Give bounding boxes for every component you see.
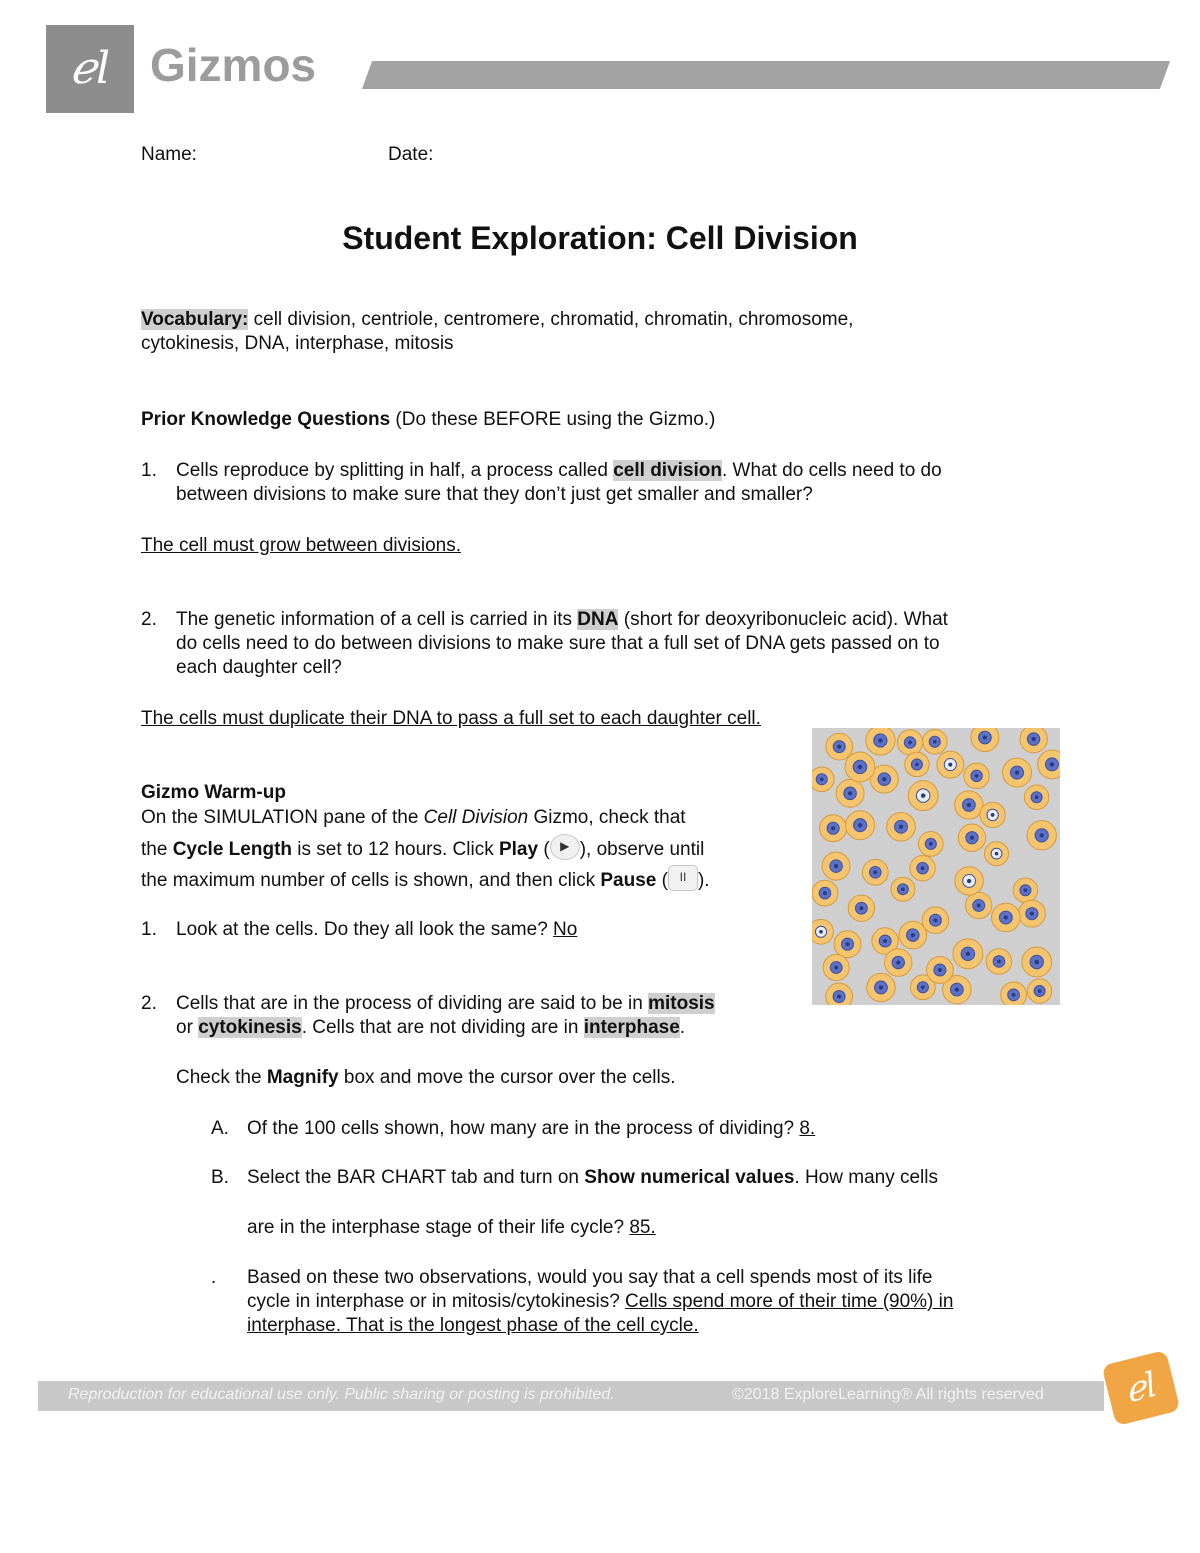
prior-q2-post: (short for deoxyribonucleic acid). What (618, 609, 948, 630)
play-icon: ▶ (550, 834, 580, 860)
cell (971, 728, 999, 752)
cell (826, 983, 853, 1005)
cell (1022, 947, 1052, 977)
warmup-text: . Cells that are not dividing are in (301, 1017, 584, 1038)
prior-q2-line-1 (176, 608, 948, 632)
cell (862, 859, 888, 885)
warmup-text: ( (656, 870, 668, 892)
cell (958, 824, 985, 851)
cell (964, 763, 989, 788)
cell (922, 907, 948, 933)
footer-copyright: ©2018 ExploreLearning® All rights reserved (732, 1386, 1044, 1403)
cell (812, 919, 833, 944)
term-interphase: interphase (583, 1017, 680, 1038)
cell (927, 957, 954, 984)
prior-q1-pre: Cells reproduce by splitting in half, a process called (176, 460, 614, 481)
cell (887, 812, 916, 841)
header-bar (362, 61, 1170, 89)
cell (955, 867, 983, 895)
cell (953, 939, 983, 969)
warmup-text: Gizmo, check that (528, 807, 686, 828)
cell (1020, 728, 1047, 753)
cell (848, 895, 874, 921)
subquestion-a (247, 1117, 815, 1141)
answer-text: The cell must grow between divisions. (141, 535, 461, 556)
cell (812, 880, 838, 906)
warmup-heading-text: Gizmo Warm-up (141, 782, 286, 803)
warmup-text: or (176, 1017, 199, 1038)
prior-q1-post: . What do cells need to do (722, 460, 942, 481)
subquestion-b-line-2 (247, 1216, 656, 1240)
answer-text: The cells must duplicate their DNA to pass a full set to each daughter cell. (141, 708, 761, 729)
cell (937, 751, 964, 778)
cell (812, 767, 834, 792)
warmup-q2-line-1 (176, 992, 715, 1016)
cell (910, 855, 935, 880)
warmup-text: Cells that are in the process of dividing are said to be in (176, 993, 649, 1014)
cell (1013, 878, 1037, 902)
cell (1003, 758, 1032, 787)
cell (984, 842, 1008, 866)
subquestion-b-line-1 (247, 1166, 938, 1190)
warmup-q1 (176, 918, 577, 942)
cells-illustration (812, 728, 1060, 1005)
cell (918, 832, 943, 857)
cell (955, 791, 983, 819)
warmup-q2-line-2 (176, 1016, 685, 1040)
vocabulary-terms-2: cytokinesis, DNA, interphase, mitosis (141, 333, 454, 354)
cell (846, 811, 875, 840)
cell (965, 892, 991, 918)
cell (897, 730, 922, 755)
cell (845, 752, 875, 782)
cell (905, 752, 929, 776)
answer-text: Cells spend more of their time (90%) in (625, 1291, 954, 1312)
cell (1038, 750, 1060, 779)
prior-q1-line-1 (176, 459, 942, 483)
subquestion-label: . (211, 1267, 217, 1288)
pause-icon: II (668, 865, 698, 891)
warmup-q2-check (176, 1066, 676, 1090)
cell (986, 949, 1012, 975)
warmup-text: . How many cells (794, 1167, 939, 1188)
question-number: 2. (141, 609, 157, 630)
warmup-heading (141, 781, 286, 805)
subquestion-label: B. (211, 1167, 229, 1188)
name-label: Name: (141, 144, 197, 165)
subquestion-c-line-2 (247, 1290, 953, 1314)
question-number: 2. (141, 993, 157, 1014)
page-title: Student Exploration: Cell Division (342, 220, 858, 256)
cell (1027, 979, 1051, 1003)
answer-text: interphase. That is the longest phase of the cell cycle. (247, 1315, 699, 1336)
warmup-line-3 (141, 868, 710, 894)
prior-q2-answer (141, 707, 761, 731)
warmup-text: ), observe until (579, 839, 705, 861)
cell (922, 730, 947, 755)
cell (1024, 785, 1048, 809)
term-dna: DNA (577, 609, 619, 630)
cell (820, 815, 847, 842)
vocabulary-label: Vocabulary: (141, 309, 249, 330)
warmup-text: cycle in interphase or in mitosis/cytokinesis? (247, 1291, 626, 1312)
explorelearning-logo: ℯl (69, 43, 111, 94)
cycle-length-term: Cycle Length (172, 839, 293, 861)
answer-text: 85. (629, 1217, 656, 1238)
cell (885, 949, 912, 976)
cell (899, 921, 927, 949)
warmup-text: the maximum number of cells is shown, and then click (141, 870, 601, 892)
cell (1018, 900, 1045, 927)
show-numerical-values-term: Show numerical values (584, 1167, 795, 1188)
cell (908, 781, 938, 811)
cell (891, 877, 915, 901)
warmup-q1-text: Look at the cells. Do they all look the same? (176, 919, 554, 940)
vocabulary-line-1 (141, 308, 853, 332)
cell (867, 973, 895, 1001)
warmup-text: box and move the cursor over the cells. (338, 1067, 676, 1088)
subquestion-c-line-1: Based on these two observations, would you say that a cell spends most of its life (247, 1267, 933, 1288)
cell (866, 728, 895, 755)
cell (826, 733, 853, 760)
question-number: 1. (141, 919, 157, 940)
prior-q2-pre: The genetic information of a cell is carried in its (176, 609, 578, 630)
question-number: 1. (141, 460, 157, 481)
cell (836, 779, 864, 807)
term-mitosis: mitosis (648, 993, 715, 1014)
warmup-text: Of the 100 cells shown, how many are in the process of dividing? (247, 1118, 800, 1139)
cell (1001, 982, 1027, 1005)
prior-knowledge-heading (141, 408, 715, 432)
vocabulary-terms-1: cell division, centriole, centromere, chromatid, chromatin, chromosome, (248, 309, 854, 330)
cell (834, 931, 861, 958)
cell (1027, 821, 1056, 850)
subquestion-c-line-3 (247, 1314, 699, 1338)
cell-division-simulation-image (812, 728, 1060, 1005)
term-cell-division: cell division (613, 460, 722, 481)
cell (992, 903, 1021, 932)
answer-text: No (553, 919, 578, 940)
warmup-text: On the SIMULATION pane of the (141, 807, 424, 828)
prior-q2-line-2: do cells need to do between divisions to make sure that a full set of DNA gets passed on to (176, 633, 940, 654)
warmup-text: . (679, 1017, 686, 1038)
warmup-text: are in the interphase stage of their life cycle? (247, 1217, 630, 1238)
prior-q2-line-3: each daughter cell? (176, 657, 342, 678)
term-cytokinesis: cytokinesis (198, 1017, 302, 1038)
play-term: Play (498, 839, 539, 861)
warmup-text: the (141, 839, 173, 861)
answer-text: 8. (799, 1118, 816, 1139)
prior-heading: Prior Knowledge Questions (141, 409, 391, 430)
prior-q1-answer (141, 534, 461, 558)
prior-q1-line-2: between divisions to make sure that they don’t just get smaller and smaller? (176, 484, 813, 505)
cell (823, 954, 849, 980)
magnify-term: Magnify (266, 1067, 339, 1088)
gizmo-name: Cell Division (423, 807, 529, 828)
explorelearning-footer-logo: ℯl (1101, 1350, 1180, 1426)
brand-title: Gizmos (150, 39, 317, 91)
cell (980, 802, 1005, 827)
date-label: Date: (388, 144, 434, 165)
cell (822, 852, 850, 880)
warmup-text: Select the BAR CHART tab and turn on (247, 1167, 585, 1188)
warmup-text: is set to 12 hours. Click (292, 839, 499, 861)
subquestion-label: A. (211, 1118, 229, 1139)
prior-note: (Do these BEFORE using the Gizmo.) (390, 409, 716, 430)
warmup-line-2 (141, 837, 704, 863)
warmup-text: Check the (176, 1067, 267, 1088)
warmup-text: ( (538, 839, 550, 861)
warmup-line-1 (141, 806, 686, 830)
footer-disclaimer: Reproduction for educational use only. Public sharing or posting is prohibited. (68, 1386, 615, 1403)
pause-term: Pause (600, 870, 657, 892)
warmup-text: ). (697, 870, 710, 892)
